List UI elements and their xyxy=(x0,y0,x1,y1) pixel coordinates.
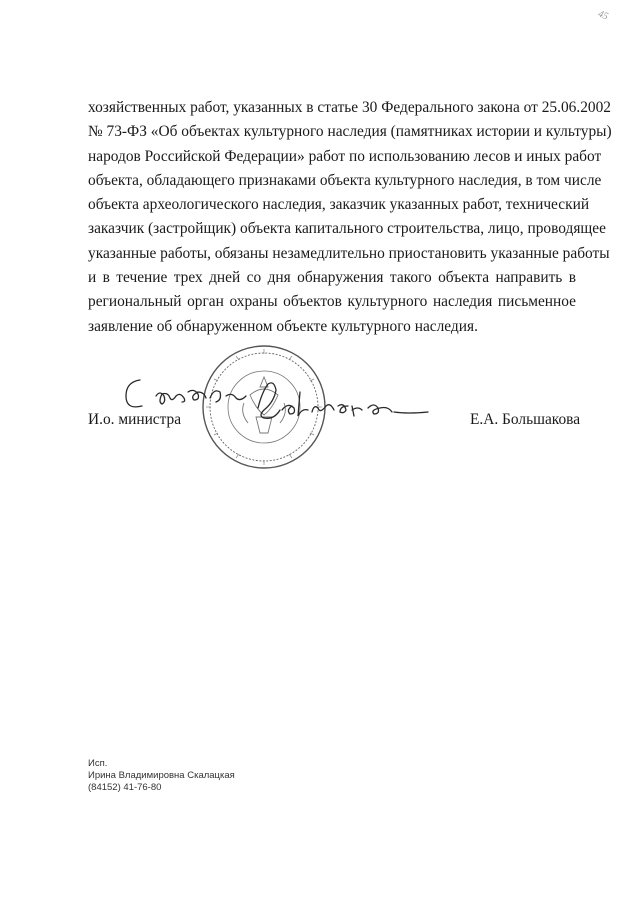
executor-phone: (84152) 41-76-80 xyxy=(88,782,162,793)
body-line: объекта, обладающего признаками объекта культурного наследия, в том числе xyxy=(88,171,602,189)
page-number-mark: 45 xyxy=(596,8,610,23)
body-line: народов Российской Федерации» работ по использованию лесов и иных работ xyxy=(88,147,602,165)
body-line: указанные работы, обязаны незамедлительно приостановить указанные работы xyxy=(88,244,610,262)
executor-label: Исп. xyxy=(88,758,108,769)
signer-name: Е.А. Большакова xyxy=(470,411,581,428)
body-line: региональный орган охраны объектов культурного наследия письменное xyxy=(88,293,576,311)
body-line: № 73-ФЗ «Об объектах культурного наследия (памятниках истории и культуры) xyxy=(88,123,612,141)
letter-body xyxy=(88,96,612,339)
body-line: заказчик (застройщик) объекта капитального строительства, лицо, проводящее xyxy=(88,220,606,238)
body-line: объекта археологического наследия, заказчик указанных работ, технический xyxy=(88,196,590,214)
body-line: заявление об обнаруженном объекте культурного наследия. xyxy=(88,317,478,335)
signer-role: И.о. министра xyxy=(88,411,182,428)
body-line: и в течение трех дней со дня обнаружения такого объекта направить в xyxy=(88,269,576,287)
executor-name: Ирина Владимировна Скалацкая xyxy=(88,770,235,781)
handwritten-signature xyxy=(118,362,448,452)
body-line: хозяйственных работ, указанных в статье 30 Федерального закона от 25.06.2002 xyxy=(88,99,611,116)
executor-block xyxy=(88,758,235,794)
